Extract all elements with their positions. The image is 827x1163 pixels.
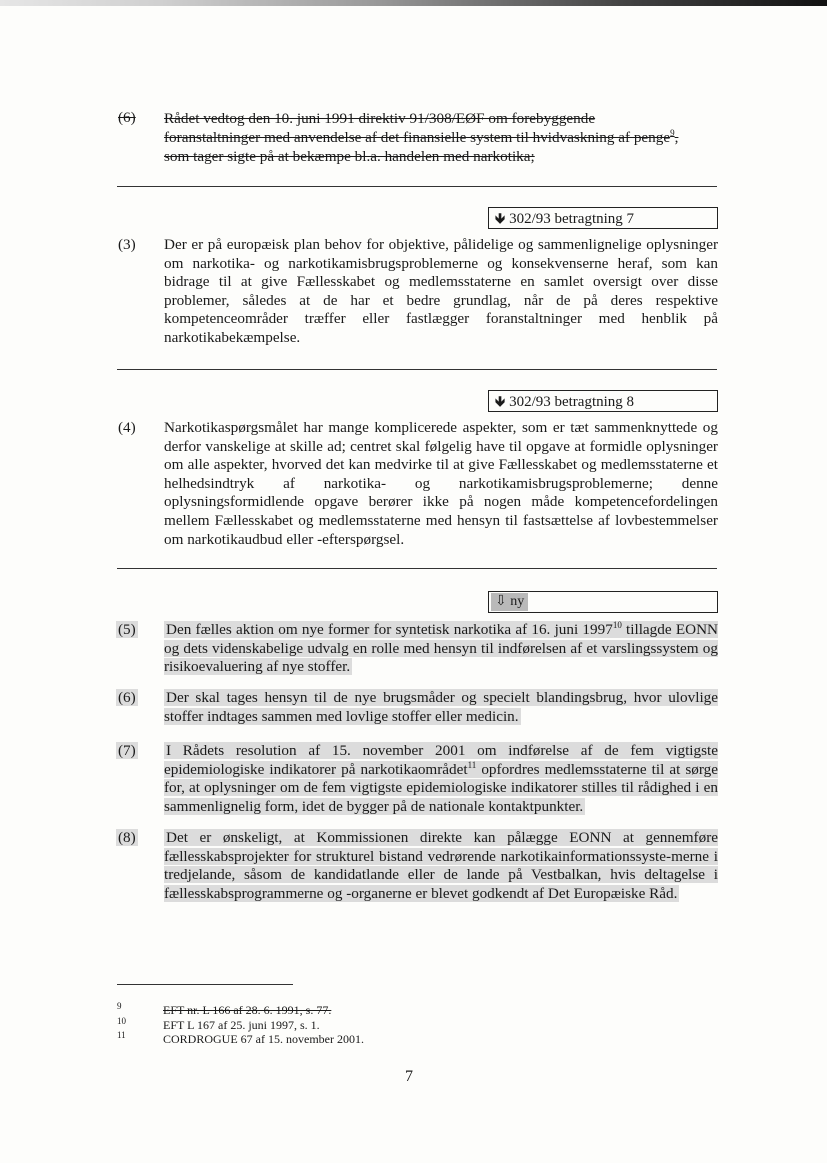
footnote-text: EFT nr. L 166 af 28. 6. 1991, s. 77.	[163, 1003, 332, 1017]
footnote-number: 10	[117, 1016, 126, 1026]
recital-5-number: (5)	[118, 621, 136, 638]
recital-7-text: I Rådets resolution af 15. november 2001 om indførelse af de fem vigtigste epidemiologiske indikatorer på narkotikaområdet$^{11}$ opfordres medlemsstaterne til at sørge for, at oplysninger om de fem vigtigste epidemiologiske indikatorer stilles til rådighed i en sammenlignelig form, idet de bygger på de nationale kontaktpunkter.	[164, 742, 719, 815]
reference-box-7	[488, 207, 718, 229]
recital-3-text: Der er på europæisk plan behov for objektive, pålidelige og sammenlignelige oplysninger om narkotika- og narkotikamisbrugsproblemerne og konsekvenserne heraf, som kan bidrage til at give Fællesskabet og medlemsstaterne en samlet oversigt over disse problemer, således at de har et bedre grundlag, når de på deres respektive kompetenceområder træffer eller fastlægger foranstaltninger med henblik på narkotikabekæmpelse.	[164, 236, 718, 346]
down-arrow-icon: 🡻	[495, 394, 506, 410]
footnote-ref-9[interactable]: 9	[670, 127, 675, 138]
recital-6-text: Der skal tages hensyn til de nye brugsmåder og specielt blandingsbrug, hvor ulovlige stoffer indtages sammen med lovlige stoffer eller medicin.	[164, 689, 718, 725]
footnote-ref-11[interactable]: 11	[467, 759, 477, 770]
down-arrow-icon: 🡻	[495, 211, 506, 227]
recital-6-number: (6)	[118, 689, 136, 706]
recital-8-number: (8)	[118, 829, 136, 846]
new-text-box	[488, 591, 718, 613]
footnote-separator	[117, 984, 293, 985]
deleted-line-2: foranstaltninger med anvendelse af det finansielle system til hvidvaskning af penge$^9$,	[164, 127, 679, 146]
deleted-line-1: Rådet vedtog den 10. juni 1991 direktiv 91/308/EØF om forebyggende	[164, 110, 596, 127]
footnote-number: 9	[117, 1001, 122, 1011]
footnote-text: CORDROGUE 67 af 15. november 2001.	[163, 1032, 364, 1046]
recital-5-text: Den fælles aktion om nye former for syntetisk narkotika af 16. juni 1997$^{10}$ tillagde EONN og dets videnskabelige udvalg en rolle med hensyn til indførelsen af et varslingssystem og risikoevaluering af nye stoffer.	[164, 619, 719, 676]
footnote-number: 11	[117, 1030, 126, 1040]
recital-4-number: (4)	[118, 419, 136, 436]
section-divider	[117, 186, 717, 187]
deleted-recital	[164, 109, 720, 166]
recital-8-text: Det er ønskeligt, at Kommissionen direkte kan pålægge EONN at gennemføre fællesskabsprojekter for strukturel bistand vedrørende narkotikainformationssyste-merne i tredjelande, såsom de kandidatlande eller de lande på Vestbalkan, hvis deltagelse i fællesskabsprogrammerne og -organerne er blevet godkendt af Det Europæiske Råd.	[164, 829, 718, 902]
reference-label-8: 302/93 betragtning 8	[509, 394, 635, 410]
recital-4-text: Narkotikaspørgsmålet har mange komplicerede aspekter, som er tæt sammenknyttede og derfor vanskelige at skille ad; centret skal følgelig have til opgave at formidle oplysninger om alle aspekter, hvorved det kan medvirke til at give Fællesskabet og medlemsstaterne et helhedsindtryk af narkotika- og narkotikamisbrugsproblemerne; denne oplysningsformidlende opgave berører ikke på nogen måde kompetencefordelingen mellem Fællesskabet og medlemsstaterne med hensyn til fastsættelse af lovbestemmelser om narkotikaudbud eller -efterspørgsel.	[164, 419, 718, 548]
new-label: ⇩ ny	[491, 593, 528, 611]
recital-3-number: (3)	[118, 236, 136, 253]
footnote-ref-10[interactable]: 10	[612, 619, 622, 630]
page-number: 7	[405, 1068, 413, 1085]
section-divider	[117, 568, 717, 569]
recital-7-number: (7)	[118, 742, 136, 759]
reference-box-8	[488, 390, 718, 412]
deleted-line-3: som tager sigte på at bekæmpe bl.a. handelen med narkotika;	[164, 148, 535, 165]
reference-label-7: 302/93 betragtning 7	[509, 211, 635, 227]
section-divider	[117, 369, 717, 370]
scan-edge	[0, 0, 827, 6]
footnote-text: EFT L 167 af 25. juni 1997, s. 1.	[163, 1018, 320, 1032]
deleted-recital-number: (6)	[118, 109, 136, 126]
